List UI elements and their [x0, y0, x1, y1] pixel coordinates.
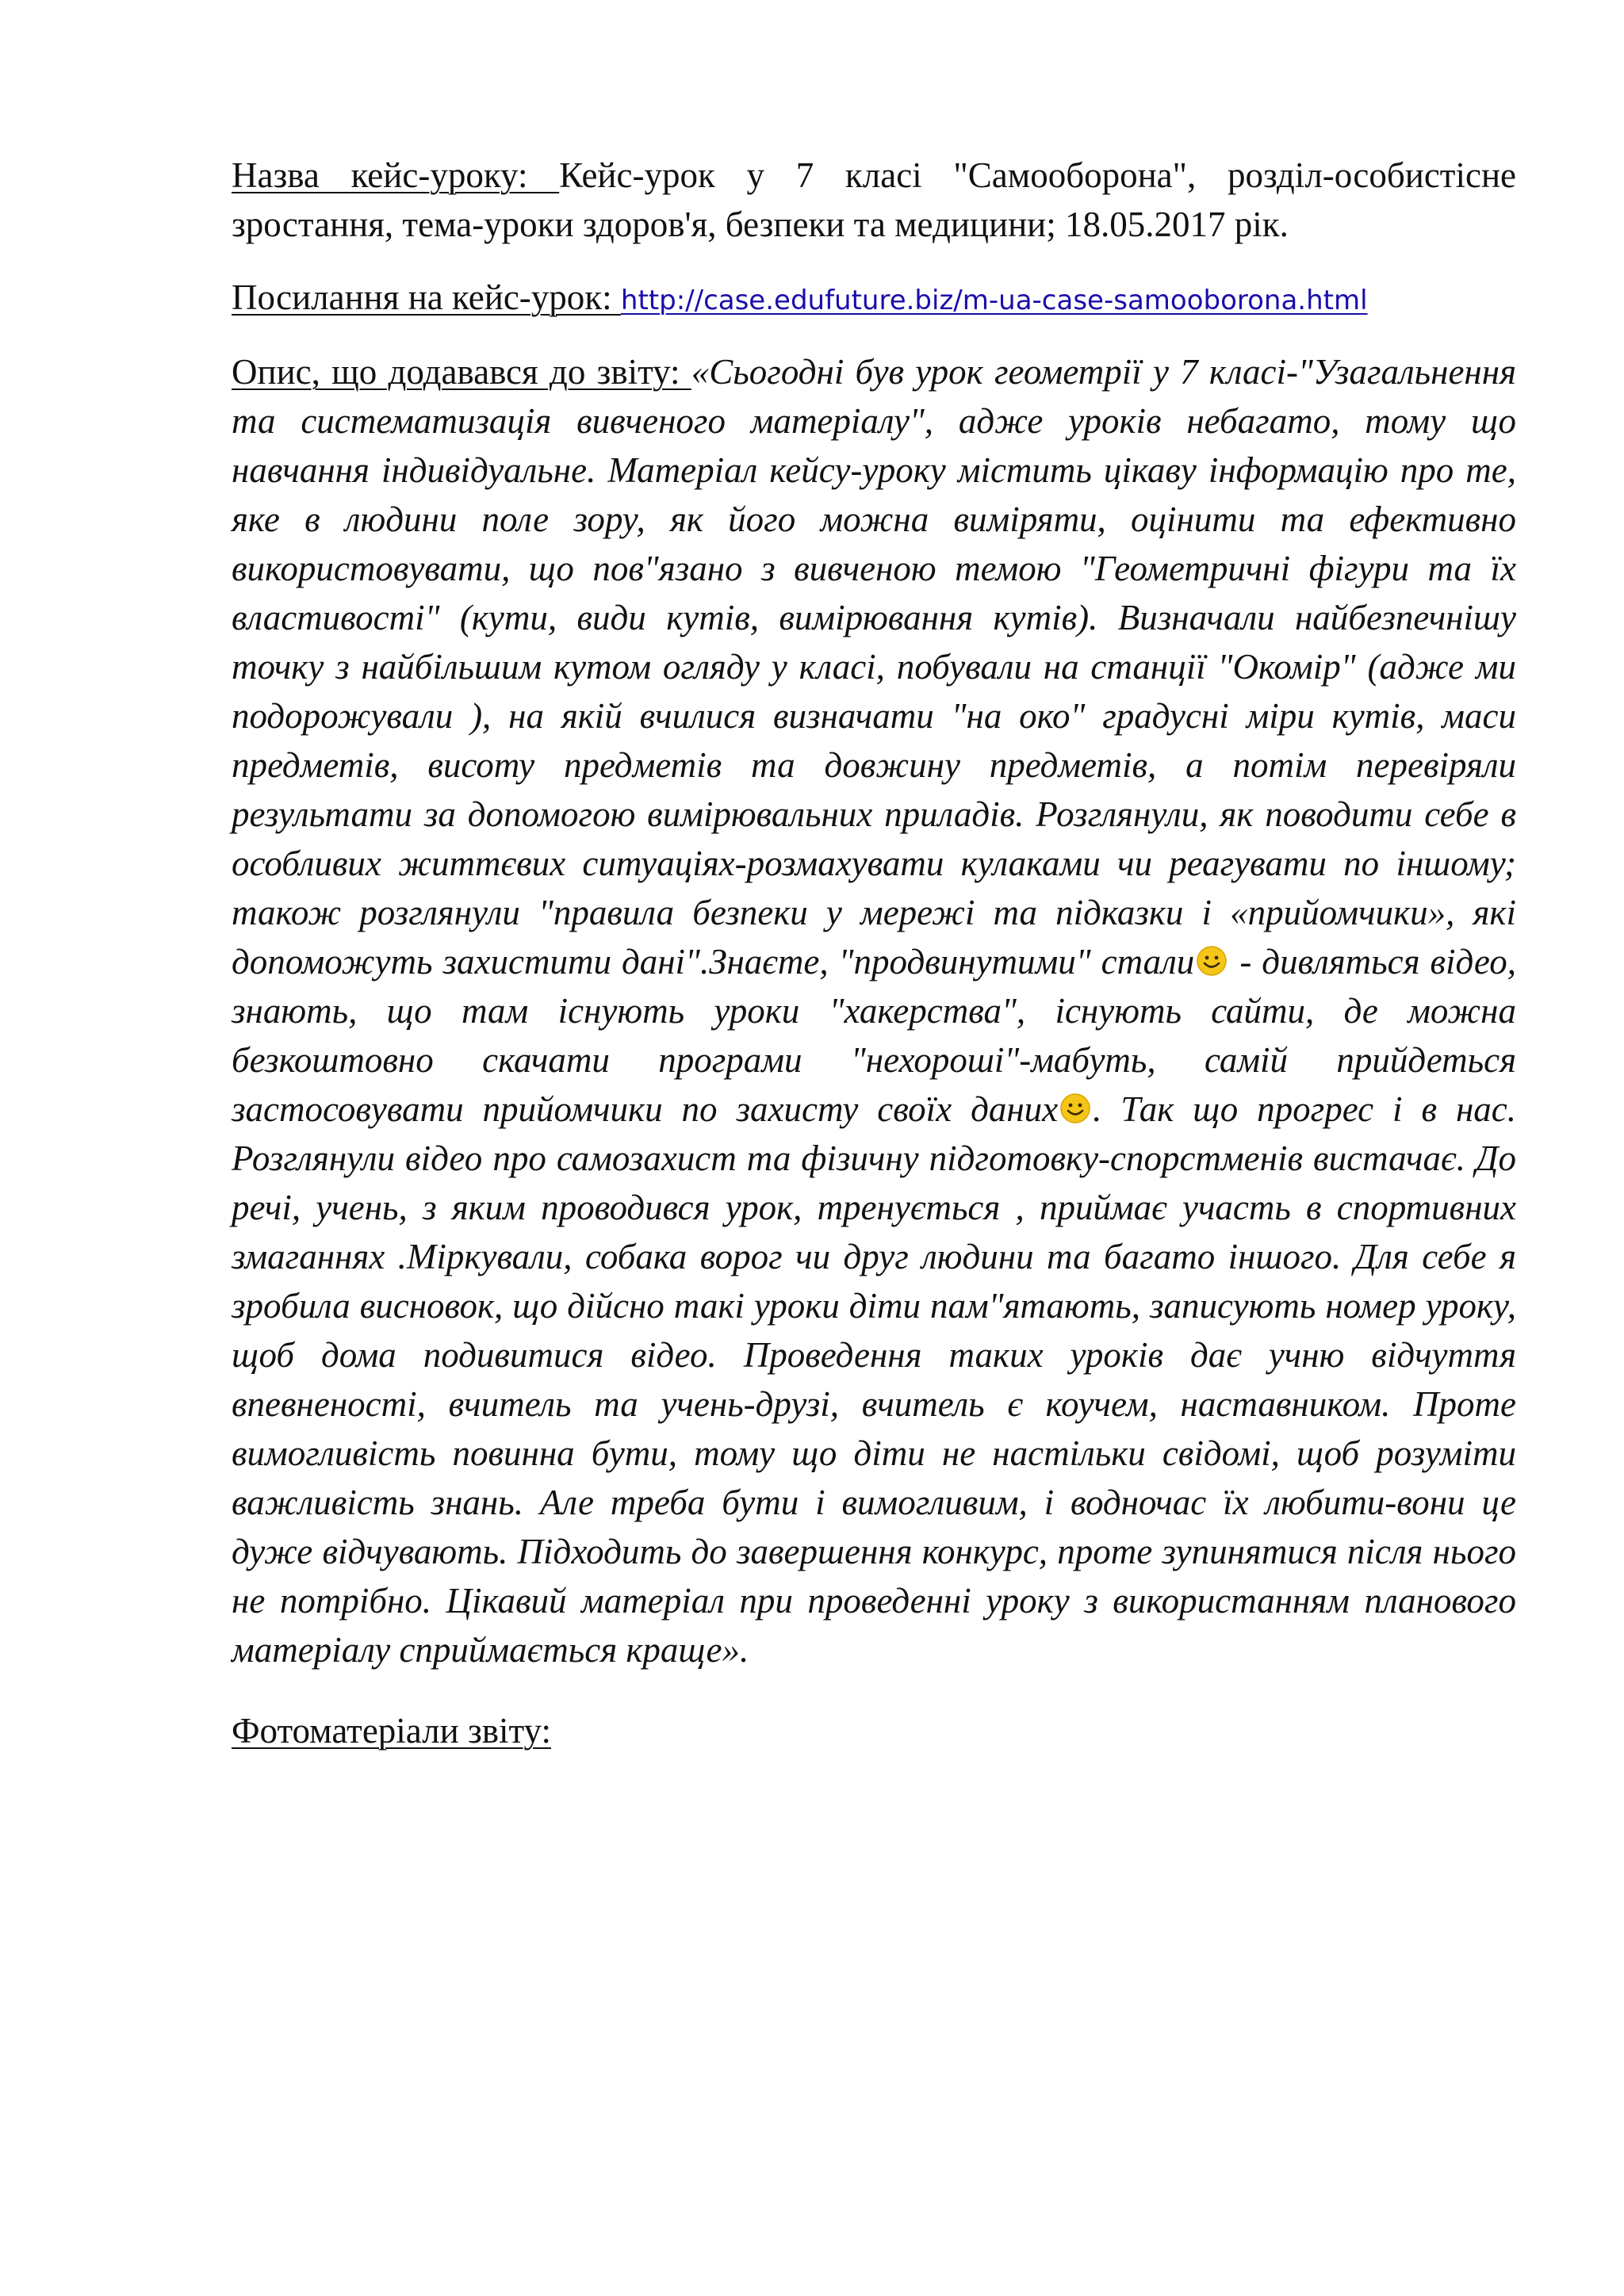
photos-paragraph: [232, 1706, 1516, 1755]
smiley-face-icon: [1196, 940, 1228, 972]
description-text-part-2: - дивляться відео, знають, що там існують уроки "хакерства", існують сайти, де можна безкоштовно скачати програми "нехороші"-мабуть, самій прийдеться застосовувати прийомчики по захисту своїх даних: [232, 942, 1516, 1129]
photos-label: Фотоматеріали звіту:: [232, 1711, 551, 1751]
case-title-paragraph: [232, 151, 1516, 249]
description-text-part-1: «Сьогодні був урок геометрії у 7 класі-"Узагальнення та систематизація вивченого матеріалу", адже уроків небагато, тому що навчання індивідуальне. Матеріал кейсу-уроку містить цікаву інформацію про те, яке в людини поле зору, як його можна виміряти, оцінити та ефективно використовувати, що пов"язано з вивченою темою "Геометричні фігури та їх властивості" (кути, види кутів, вимірювання кутів). Визначали найбезпечнішу точку з найбільшим кутом огляду у класі, побували на станції "Окомір" (адже ми подорожували ), на якій вчилися визначати "на око" градусні міри кутів, маси предметів, висоту предметів та довжину предметів, а потім перевіряли результати за допомогою вимірювальних приладів. Розглянули, як поводити себе в особливих життєвих ситуаціях-розмахувати кулаками чи реагувати по іншому; також розглянули "правила безпеки у мережі та підказки і «прийомчики», які допоможуть захистити дані".Знаєте, "продвинутими" стали: [232, 352, 1516, 982]
smiley-face-icon: [1059, 1088, 1091, 1119]
case-link-label: Посилання на кейс-урок:: [232, 277, 621, 317]
description-paragraph: [232, 347, 1516, 1674]
case-link-paragraph: [232, 273, 1516, 325]
case-title-text: Кейс-урок у 7 класі "Самооборона", розділ-особистісне зростання, тема-уроки здоров'я, безпеки та медицини; 18.05.2017 рік.: [232, 155, 1516, 244]
document-page: [232, 151, 1516, 1755]
description-text-part-3: . Так що прогрес і в нас. Розглянули відео про самозахист та фізичну підготовку-спорстменів вистачає. До речі, учень, з яким проводився урок, тренується , приймає участь в спортивних змаганнях .Міркували, собака ворог чи друг людини та багато іншого. Для себе я зробила висновок, що дійсно такі уроки діти пам"ятають, записують номер уроку, щоб дома подивитися відео. Проведення таких уроків дає учню відчуття впевненості, вчитель та учень-друзі, вчитель є коучем, наставником. Проте вимогливість повинна бути, тому що діти не настільки свідомі, щоб розуміти важливість знань. Але треба бути і вимогливим, і водночас їх любити-вони це дуже відчувають. Підходить до завершення конкурс, проте зупинятися після нього не потрібно. Цікавий матеріал при проведенні уроку з використанням планового матеріалу сприймається краще».: [232, 1089, 1516, 1670]
case-link[interactable]: http://case.edufuture.biz/m-ua-case-samooborona.html: [620, 285, 1368, 316]
case-title-label: Назва кейс-уроку:: [232, 155, 560, 195]
description-label: Опис, що додавався до звіту:: [232, 352, 691, 392]
